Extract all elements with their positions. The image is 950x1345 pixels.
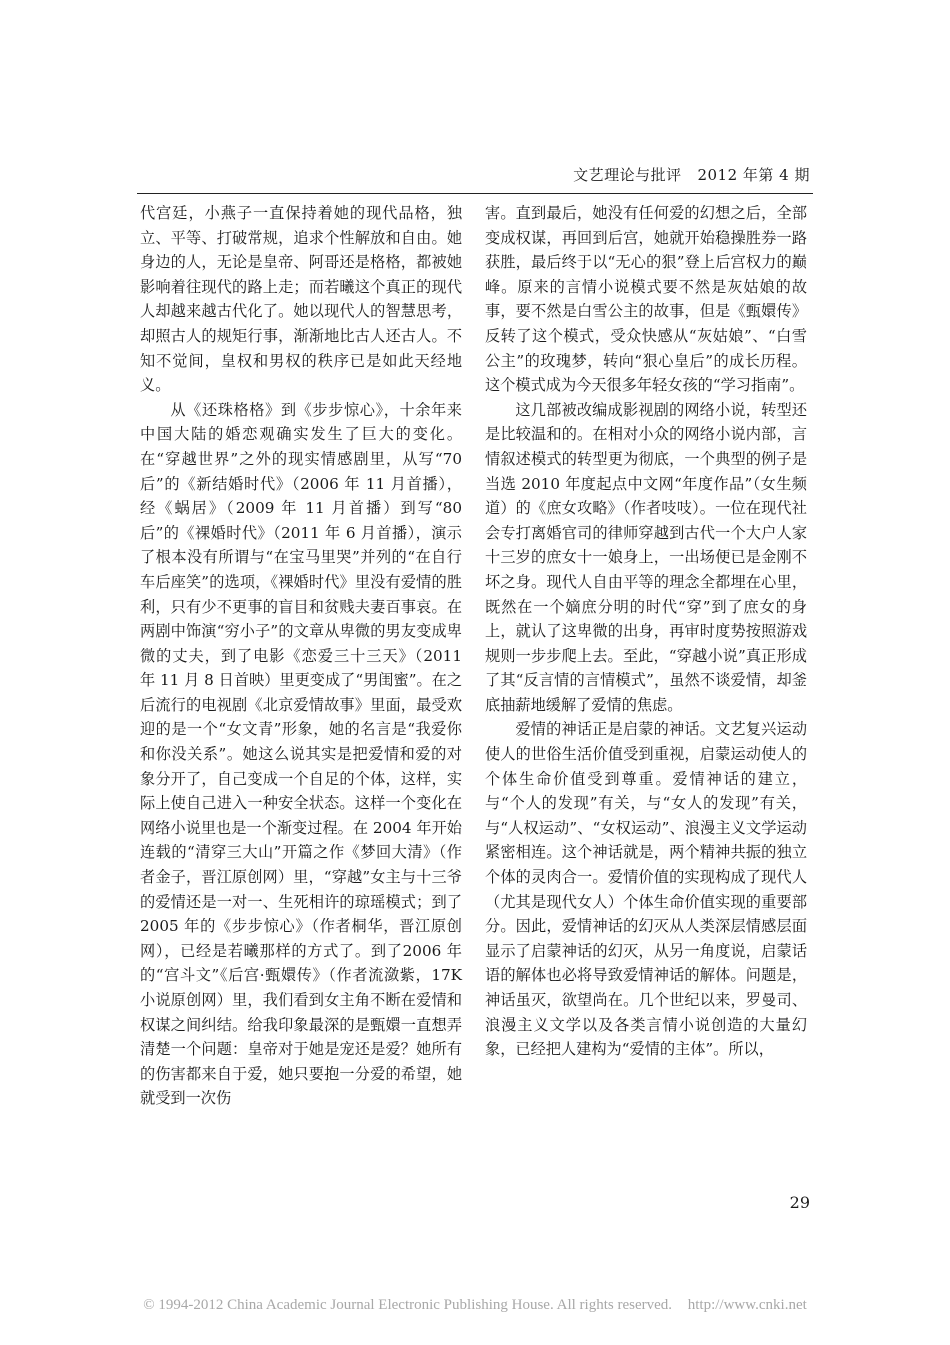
- copyright-text: © 1994-2012 China Academic Journal Electronic Publishing House. All rights reserved.: [143, 1297, 673, 1313]
- left-paragraph-1: 代宫廷，小燕子一直保持着她的现代品格，独立、平等、打破常规，追求个性解放和自由。她身边的人，无论是皇帝、阿哥还是格格，都被她影响着往现代的路上走；而若曦这个真正的现代人却越来越古代化了。她以现代人的智慧思考，却照古人的规矩行事，渐渐地比古人还古人。不知不觉间，皇权和男权的秩序已是如此天经地义。: [140, 204, 462, 395]
- page-number: 29: [789, 1193, 810, 1212]
- journal-title: 文艺理论与批评: [573, 166, 682, 184]
- left-column: [140, 201, 462, 1111]
- right-column: [485, 201, 807, 1062]
- left-paragraph-2: 从《还珠格格》到《步步惊心》，十余年来中国大陆的婚恋观确实发生了巨大的变化。在“穿越世界”之外的现实情感剧里，从写“70后”的《新结婚时代》（2006 年 11 月首播），经《蜗居》（2009 年 11 月首播）到写“80 后”的《裸婚时代》（2011 年 6 月首播），演示了根本没有所谓与“在宝马里哭”并列的“在自行车后座笑”的选项，《裸婚时代》里没有爱情的胜利，只有少不更事的盲目和贫贱夫妻百事哀。在两剧中饰演“穷小子”的文章从卑微的男友变成卑微的丈夫，到了电影《恋爱三十三天》（2011 年 11 月 8 日首映）里更变成了“男闺蜜”。在之后流行的电视剧《北京爱情故事》里面，最受欢迎的是一个“女文青”形象，她的名言是“我爱你和你没关系”。她这么说其实是把爱情和爱的对象分开了，自己变成一个自足的个体，这样，实际上使自己进入一种安全状态。这样一个变化在网络小说里也是一个渐变过程。在 2004 年开始连载的“清穿三大山”开篇之作《梦回大清》（作者金子，晋江原创网）里，“穿越”女主与十三爷的爱情还是一对一、生死相许的琼瑶模式；到了 2005 年的《步步惊心》（作者桐华，晋江原创网），已经是若曦那样的方式了。到了2006 年的“宫斗文”《后宫·甄嬛传》（作者流潋紫，17K 小说原创网）里，我们看到女主角不断在爱情和权谋之间纠结。给我印象最深的是甄嬛一直想弄清楚一个问题：皇帝对于她是宠还是爱？她所有的伤害都来自于爱，她只要抱一分爱的希望，她就受到一次伤: [140, 400, 463, 1108]
- running-header: [573, 164, 810, 185]
- right-paragraph-2: 这几部被改编成影视剧的网络小说，转型还是比较温和的。在相对小众的网络小说内部，言情叙述模式的转型更为彻底，一个典型的例子是当选 2010 年度起点中文网“年度作品”（女生频道）的《庶女攻略》（作者吱吱）。一位在现代社会专打离婚官司的律师穿越到古代一个大户人家十三岁的庶女十一娘身上，一出场便已是金刚不坏之身。现代人自由平等的理念全都埋在心里，既然在一个嫡庶分明的时代“穿”到了庶女的身上，就认了这卑微的出身，再审时度势按照游戏规则一步步爬上去。至此，“穿越小说”真正形成了其“反言情的言情模式”，虽然不谈爱情，却釜底抽薪地缓解了爱情的焦虑。: [485, 400, 807, 714]
- cnki-link[interactable]: http://www.cnki.net: [687, 1297, 807, 1313]
- issue-label: 2012 年第 4 期: [697, 166, 810, 184]
- copyright-footer: [0, 1297, 950, 1314]
- right-paragraph-1: 害。直到最后，她没有任何爱的幻想之后，全部变成权谋，再回到后宫，她就开始稳操胜券一路获胜，最后终于以“无心的狠”登上后宫权力的巅峰。原来的言情小说模式要不然是灰姑娘的故事，要不然是白雪公主的故事，但是《甄嬛传》反转了这个模式，受众快感从“灰姑娘”、“白雪公主”的玫瑰梦，转向“狠心皇后”的成长历程。这个模式成为今天很多年轻女孩的“学习指南”。: [485, 204, 807, 395]
- header-rule: [137, 193, 813, 194]
- right-paragraph-3: 爱情的神话正是启蒙的神话。文艺复兴运动使人的世俗生活价值受到重视，启蒙运动使人的个体生命价值受到尊重。爱情神话的建立，与“个人的发现”有关，与“女人的发现”有关，与“人权运动”、“女权运动”、浪漫主义文学运动紧密相连。这个神话就是，两个精神共振的独立个体的灵肉合一。爱情价值的实现构成了现代人（尤其是现代女人）个体生命价值实现的重要部分。因此，爱情神话的幻灭从人类深层情感层面显示了启蒙神话的幻灭，从另一角度说，启蒙话语的解体也必将导致爱情神话的解体。问题是，神话虽灭，欲望尚在。几个世纪以来，罗曼司、浪漫主义文学以及各类言情小说创造的大量幻象，已经把人建构为“爱情的主体”。所以，: [485, 720, 807, 1059]
